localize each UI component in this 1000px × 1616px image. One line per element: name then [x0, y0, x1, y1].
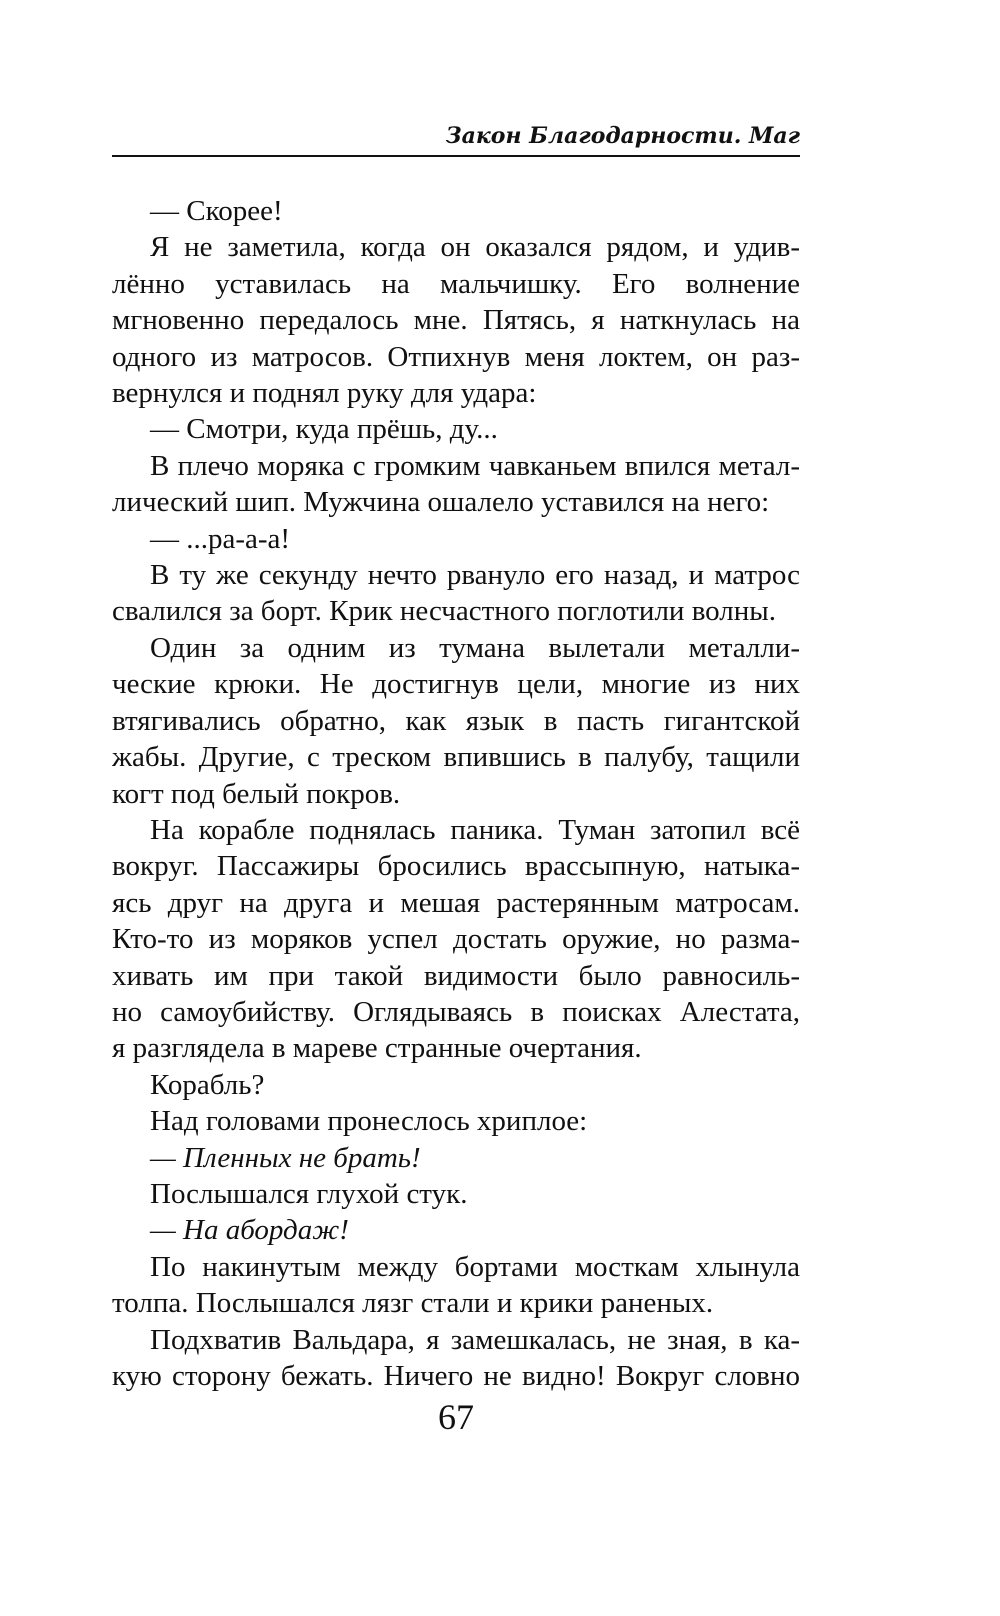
text-line: ческие крюки. Не достигнув цели, многие из них [112, 668, 800, 701]
text-line: я разглядела в мареве странные очертания. [112, 1032, 642, 1065]
text-line: втягивались обратно, как язык в пасть гигантской [112, 704, 800, 737]
text-line: В ту же секунду нечто рвануло его назад, и матрос [150, 559, 800, 592]
text-line: В плечо моряка с громким чавканьем впился метал- [150, 449, 800, 482]
text-line: На корабле поднялась паника. Туман затопил всё [150, 813, 800, 846]
text-line: — ...ра-а-а! [150, 522, 291, 555]
text-line: По накинутым между бортами мосткам хлынула [150, 1250, 800, 1283]
text-line: свалился за борт. Крик несчастного поглотили волны. [112, 595, 777, 628]
text-line: Корабль? [150, 1068, 265, 1101]
text-line: вокруг. Пассажиры бросились врассыпную, натыка- [112, 850, 800, 883]
text-line: одного из матросов. Отпихнув меня локтем, он раз- [112, 340, 800, 373]
text-line: Послышался глухой стук. [150, 1177, 468, 1210]
text-line: Один за одним из тумана вылетали металли- [150, 631, 800, 664]
header-rule [112, 155, 800, 157]
text-line: Я не заметила, когда он оказался рядом, и удив- [150, 231, 800, 264]
text-line: мгновенно передалось мне. Пятясь, я наткнулась на [112, 304, 800, 337]
text-line: — На абордаж! [150, 1214, 349, 1247]
text-line: — Смотри, куда прёшь, ду... [150, 413, 498, 446]
text-line: вернулся и поднял руку для удара: [112, 377, 537, 410]
running-header-title: Закон Благодарности. Маг [445, 123, 800, 149]
text-line: но самоубийству. Оглядываясь в поисках Алестата, [112, 995, 800, 1028]
text-line: Кто-то из моряков успел достать оружие, но разма- [112, 923, 800, 956]
text-line: — Пленных не брать! [150, 1141, 421, 1174]
text-line: Подхватив Вальдара, я замешкалась, не зная, в ка- [150, 1323, 800, 1356]
text-line: когт под белый покров. [112, 777, 401, 810]
text-line: Над головами пронеслось хриплое: [150, 1105, 588, 1138]
text-line: лический шип. Мужчина ошалело уставился на него: [112, 486, 770, 519]
text-line: жабы. Другие, с треском впившись в палубу, тащили [112, 741, 800, 774]
text-line: ясь друг на друга и мешая растерянным матросам. [112, 886, 800, 919]
text-line: толпа. Послышался лязг стали и крики раненых. [112, 1287, 714, 1320]
text-line: хивать им при такой видимости было равносиль- [112, 959, 800, 992]
body-text [112, 193, 800, 1394]
text-line: кую сторону бежать. Ничего не видно! Вокруг словно [112, 1360, 800, 1392]
page-number: 67 [438, 1397, 474, 1437]
text-line: лённо уставилась на мальчишку. Его волнение [112, 267, 800, 300]
text-line: — Скорее! [150, 195, 283, 227]
